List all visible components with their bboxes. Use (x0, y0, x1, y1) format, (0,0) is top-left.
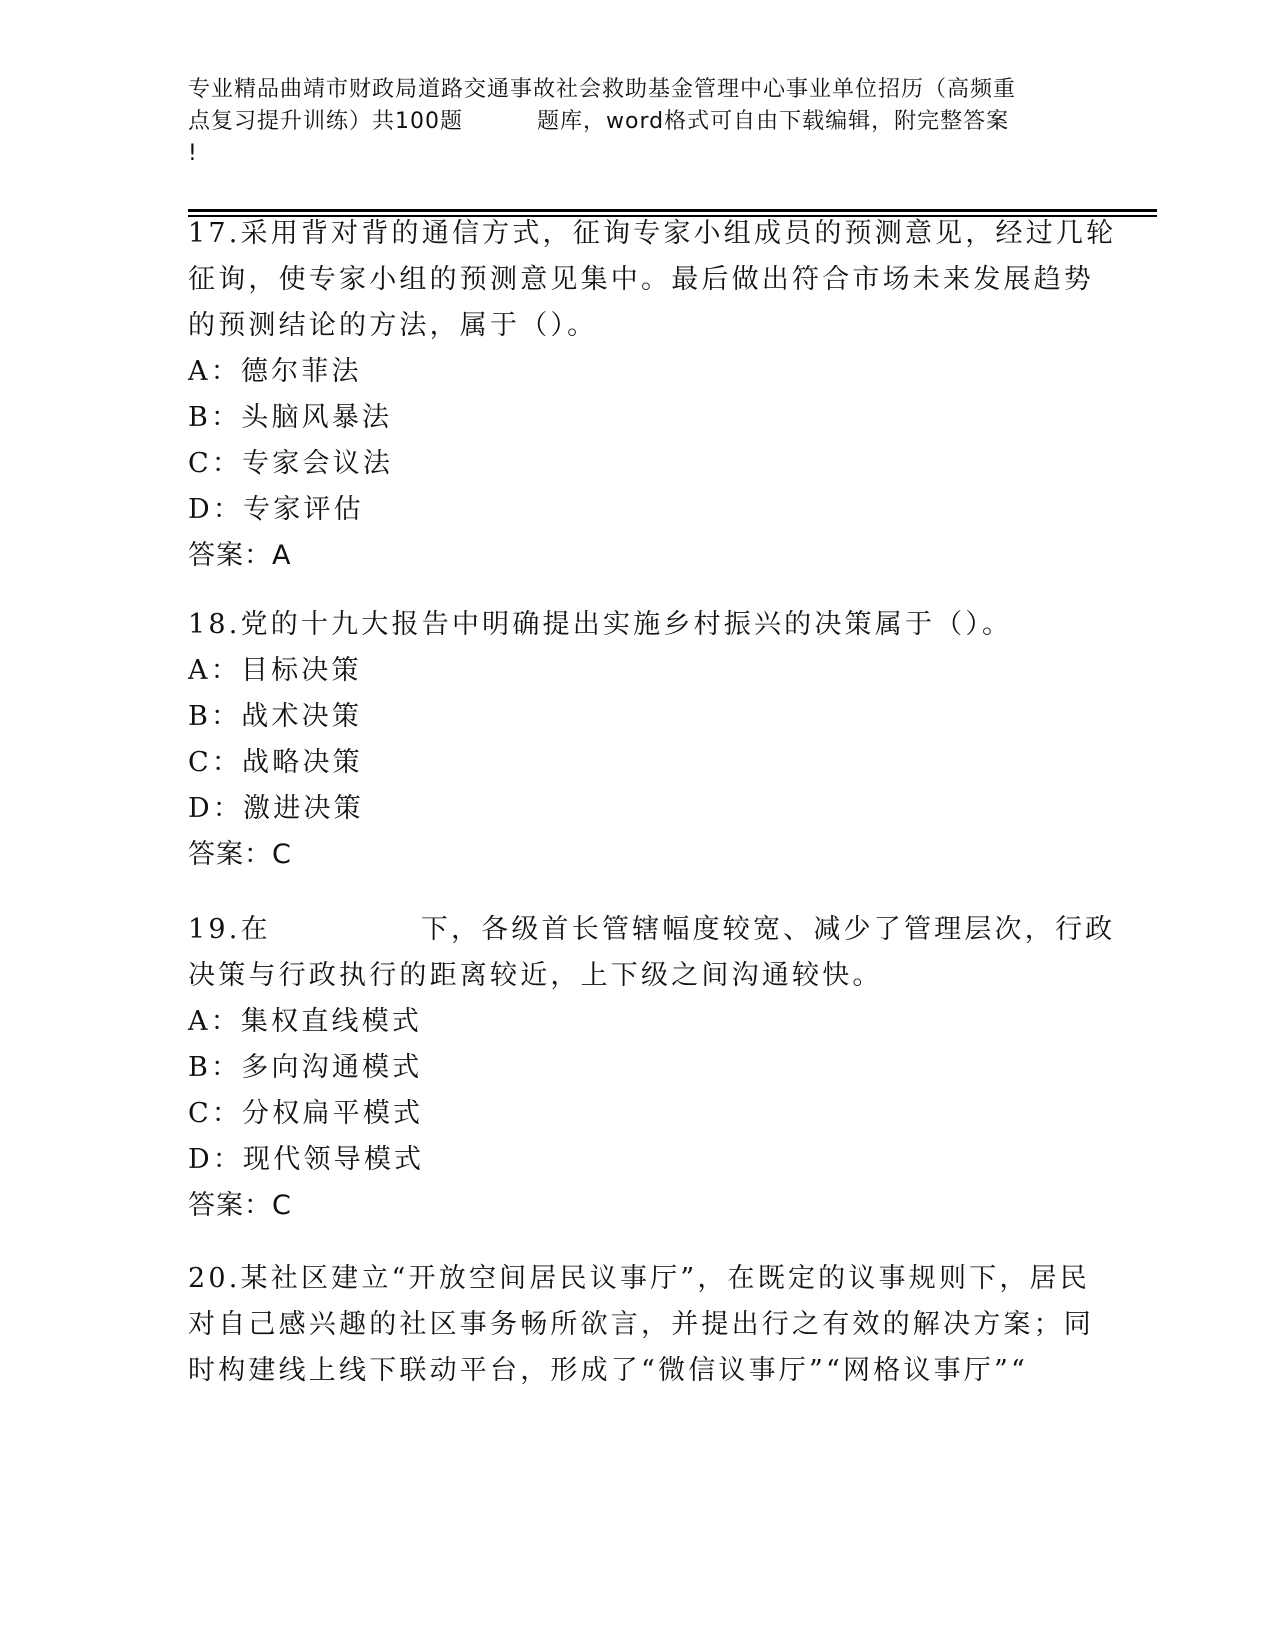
option-d: D：激进决策 (188, 793, 364, 824)
header-line-1: 专业精品曲靖市财政局道路交通事故社会救助基金管理中心事业单位招历（高频重 (188, 77, 1017, 102)
question-stem-line: 决策与行政执行的距离较近，上下级之间沟通较快。 (188, 960, 883, 991)
answer: 答案：A (188, 540, 292, 571)
header-line-2-part-a: 点复习提升训练）共100题 (188, 109, 463, 134)
question-18 (188, 602, 1088, 878)
answer: 答案：C (188, 839, 292, 870)
option-c: C：分权扁平模式 (188, 1098, 424, 1129)
question-stem-line: 18.党的十九大报告中明确提出实施乡村振兴的决策属于（）。 (188, 609, 1013, 640)
option-b: B：头脑风暴法 (188, 402, 393, 433)
header-line-2 (188, 106, 1088, 138)
option-c: C：专家会议法 (188, 448, 394, 479)
option-a: A：德尔菲法 (188, 356, 362, 387)
question-stem-line (188, 907, 1116, 953)
option-c: C：战略决策 (188, 747, 363, 778)
header-line-3: ! (188, 141, 198, 166)
question-20 (188, 1256, 1094, 1394)
question-stem-part-a: 19.在 (188, 914, 271, 945)
question-stem-line: 对自己感兴趣的社区事务畅所欲言，并提出行之有效的解决方案；同 (188, 1309, 1094, 1340)
option-a: A：目标决策 (188, 655, 362, 686)
question-19 (188, 907, 1116, 1229)
option-a: A：集权直线模式 (188, 1006, 423, 1037)
question-stem-part-b: 下，各级首长管辖幅度较宽、减少了管理层次，行政 (420, 914, 1116, 945)
option-d: D：专家评估 (188, 494, 364, 525)
answer: 答案：C (188, 1190, 292, 1221)
option-d: D：现代领导模式 (188, 1144, 425, 1175)
question-stem-line: 的预测结论的方法，属于（）。 (188, 310, 598, 341)
question-17 (188, 211, 1117, 579)
question-stem-line: 17.采用背对背的通信方式，征询专家小组成员的预测意见，经过几轮 (188, 218, 1117, 249)
question-stem-line: 征询，使专家小组的预测意见集中。最后做出符合市场未来发展趋势 (188, 264, 1094, 295)
question-stem-line: 时构建线上线下联动平台，形成了“微信议事厅”“网格议事厅”“ (188, 1355, 1029, 1386)
document-header (188, 74, 1088, 170)
option-b: B：战术决策 (188, 701, 363, 732)
question-stem-line: 20.某社区建立“开放空间居民议事厅”，在既定的议事规则下，居民 (188, 1263, 1090, 1294)
option-b: B：多向沟通模式 (188, 1052, 423, 1083)
header-line-2-part-b: 题库，word格式可自由下载编辑，附完整答案 (537, 109, 1010, 134)
